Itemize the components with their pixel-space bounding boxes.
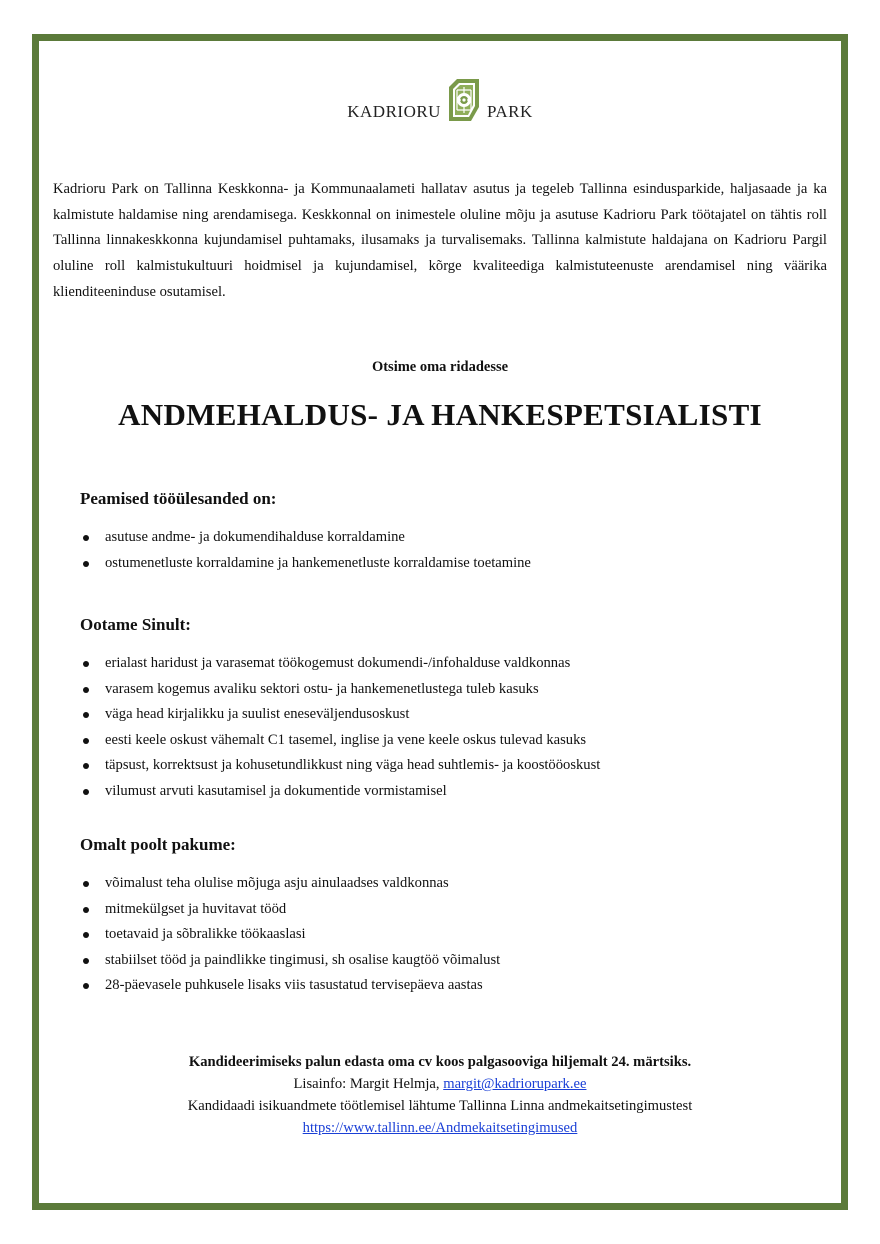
- bullet-icon: [83, 661, 89, 667]
- list-item: erialast haridust ja varasemat töökogemust dokumendi-/infohalduse valdkonnas: [80, 651, 821, 677]
- logo: [39, 77, 841, 129]
- offer-list: [80, 871, 821, 999]
- page-frame: [32, 34, 848, 1210]
- application-deadline: Kandideerimiseks palun edasta oma cv koos palgasooviga hiljemalt 24. märtsiks.: [188, 1054, 692, 1070]
- footer: [39, 1051, 841, 1139]
- job-title-headline: ANDMEHALDUS- JA HANKESPETSIALISTI: [118, 397, 762, 432]
- logo-right-word: PARK: [486, 102, 533, 121]
- bullet-icon: [83, 789, 89, 795]
- section-title-offer: Omalt poolt pakume:: [80, 835, 236, 854]
- list-item: stabiilset tööd ja paindlikke tingimusi, sh osalise kaugtöö võimalust: [80, 948, 821, 974]
- list-item: varasem kogemus avaliku sektori ostu- ja hankemenetlustega tuleb kasuks: [80, 677, 821, 703]
- list-item: täpsust, korrektsust ja kohusetundlikkust ning väga head suhtlemis- ja koostööoskust: [80, 753, 821, 779]
- intro-paragraph: Kadrioru Park on Tallinna Keskkonna- ja Kommunaalameti hallatav asutus ja tegeleb Tallinna esindusparkide, haljasaade ja ka kalmistute haldamise ning arendamisega. Keskkonnal on inimestele oluline mõju ja asutuse Kadrioru Park töötajatel on tähtis roll Tallinna linnakeskkonna kujundamisel puhtamaks, ilusamaks ja turvalisemaks. Tallinna kalmistute haldajana on Kadrioru Pargil oluline roll kalmistukultuuri hoidmisel ja kujundamisel, kõrge kvaliteediga kalmistuteenuste arendamisel ning väärika klienditeeninduse osutamisel.: [53, 181, 827, 300]
- list-item: väga head kirjalikku ja suulist eneseväljendusoskust: [80, 702, 821, 728]
- bullet-icon: [83, 932, 89, 938]
- bullet-icon: [83, 687, 89, 693]
- bullet-icon: [83, 983, 89, 989]
- section-title-duties: Peamised tööülesanded on:: [80, 489, 277, 508]
- list-item: võimalust teha olulise mõjuga asju ainulaadses valdkonnas: [80, 871, 821, 897]
- list-item: 28-päevasele puhkusele lisaks viis tasustatud tervisepäeva aastas: [80, 973, 821, 999]
- bullet-icon: [83, 958, 89, 964]
- bullet-icon: [83, 907, 89, 913]
- privacy-link[interactable]: https://www.tallinn.ee/Andmekaitsetingimused: [302, 1120, 578, 1136]
- bullet-icon: [83, 881, 89, 887]
- seeking-line: Otsime oma ridadesse: [371, 359, 509, 375]
- bullet-icon: [83, 738, 89, 744]
- bullet-icon: [83, 712, 89, 718]
- list-item: vilumust arvuti kasutamisel ja dokumentide vormistamisel: [80, 779, 821, 805]
- list-item: eesti keele oskust vähemalt C1 tasemel, inglise ja vene keele oskus tulevad kasuks: [80, 728, 821, 754]
- section-title-requirements: Ootame Sinult:: [80, 615, 191, 634]
- bullet-icon: [83, 763, 89, 769]
- duties-list: [80, 525, 821, 576]
- requirements-list: [80, 651, 821, 804]
- contact-line: Lisainfo: Margit Helmja, margit@kadriorupark.ee: [293, 1076, 587, 1092]
- bullet-icon: [83, 535, 89, 541]
- contact-email-link[interactable]: margit@kadriorupark.ee: [443, 1076, 587, 1092]
- privacy-note: Kandidaadi isikuandmete töötlemisel lähtume Tallinna Linna andmekaitsetingimustest: [187, 1098, 693, 1114]
- list-item: asutuse andme- ja dokumendihalduse korraldamine: [80, 525, 821, 551]
- kadrioru-park-emblem-icon: [445, 77, 483, 123]
- logo-left-word: KADRIORU: [347, 102, 441, 121]
- list-item: toetavaid ja sõbralikke töökaaslasi: [80, 922, 821, 948]
- bullet-icon: [83, 561, 89, 567]
- list-item: ostumenetluste korraldamine ja hankemenetluste korraldamise toetamine: [80, 551, 821, 577]
- list-item: mitmekülgset ja huvitavat tööd: [80, 897, 821, 923]
